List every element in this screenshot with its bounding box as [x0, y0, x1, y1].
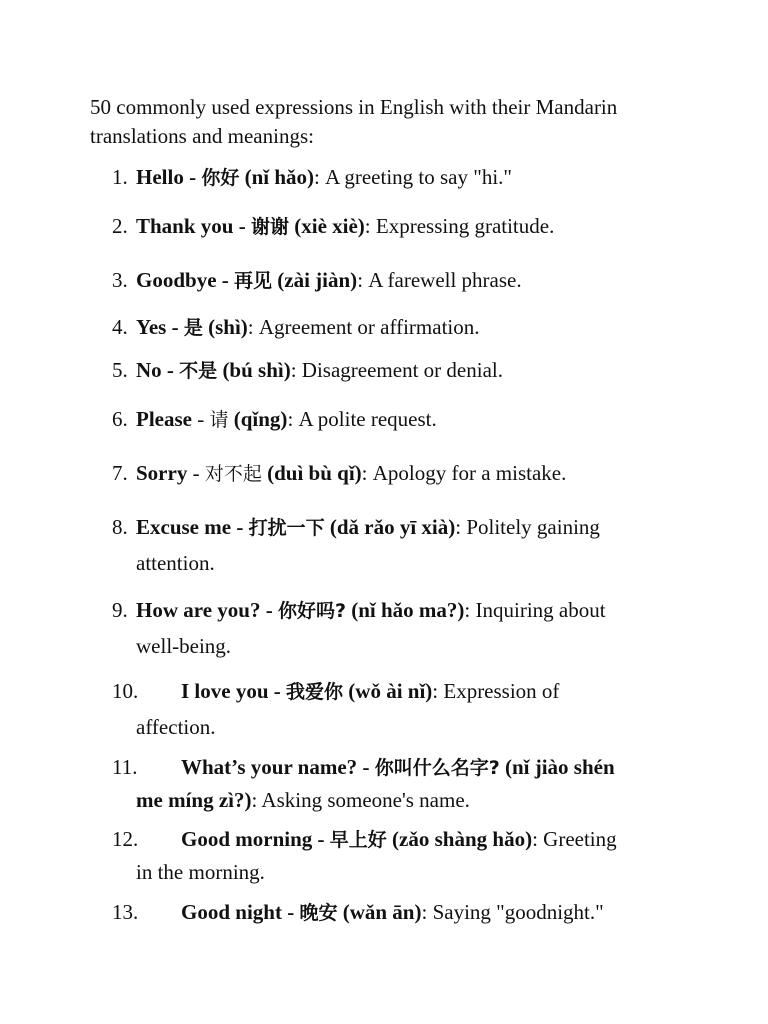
item-pinyin: (duì bù qǐ) — [261, 461, 362, 485]
item-meaning-continued: in the morning. — [136, 860, 265, 884]
list-item — [112, 456, 692, 492]
item-separator: - — [191, 407, 210, 431]
item-pinyin: (bú shì) — [217, 358, 291, 382]
item-pinyin: (dǎ rǎo yī xià) — [324, 515, 456, 539]
item-meaning: : Inquiring about — [464, 598, 606, 622]
item-pinyin: (zǎo shàng hǎo) — [386, 827, 533, 851]
item-number: 8. — [112, 515, 128, 539]
item-pinyin: (nǐ hǎo ma?) — [345, 598, 465, 622]
item-separator: - — [268, 679, 287, 703]
list-item — [112, 209, 692, 245]
item-pinyin-continued: me míng zì?) — [136, 788, 252, 812]
item-separator: - — [187, 461, 205, 485]
item-pinyin: (nǐ hǎo) — [239, 165, 315, 189]
item-chinese: 你好吗? — [277, 600, 346, 622]
item-pinyin: (wǒ ài nǐ) — [343, 679, 433, 703]
item-chinese: 是 — [183, 317, 203, 339]
item-meaning: : Apology for a mistake. — [361, 461, 567, 485]
intro-line-2: translations and meanings: — [90, 124, 314, 148]
item-number: 12. — [112, 827, 139, 851]
item-pinyin: (wǎn ān) — [337, 900, 422, 924]
item-chinese: 请 — [209, 409, 229, 431]
item-english: What’s your name? — [181, 755, 358, 779]
item-separator: - — [161, 358, 180, 382]
intro-paragraph — [90, 93, 710, 151]
item-english: Please — [136, 407, 192, 431]
list-item — [112, 674, 692, 745]
item-number: 3. — [112, 268, 128, 292]
item-chinese: 你叫什么名字? — [374, 757, 500, 779]
item-separator: - — [312, 827, 330, 851]
item-meaning-continued: affection. — [136, 715, 216, 739]
item-separator: - — [281, 900, 300, 924]
list-item — [112, 751, 692, 816]
list-item — [112, 310, 692, 346]
item-chinese: 晚安 — [299, 902, 338, 924]
item-meaning: : A polite request. — [287, 407, 437, 431]
item-separator: - — [216, 268, 235, 292]
item-meaning: : Saying "goodnight." — [421, 900, 604, 924]
item-number: 11. — [112, 755, 138, 779]
item-number: 1. — [112, 165, 128, 189]
item-number: 2. — [112, 214, 128, 238]
intro-line-1: 50 commonly used expressions in English with their Mandarin — [90, 95, 618, 119]
item-separator: - — [233, 214, 251, 238]
item-pinyin: (xiè xiè) — [289, 214, 365, 238]
item-chinese: 早上好 — [329, 829, 387, 851]
item-english: Yes — [136, 315, 167, 339]
item-meaning: : Agreement or affirmation. — [247, 315, 480, 339]
item-english: Good morning — [181, 827, 313, 851]
item-pinyin: (nǐ jiào shén — [499, 755, 615, 779]
item-english: Good night — [181, 900, 282, 924]
item-english: Excuse me — [136, 515, 232, 539]
item-chinese: 再见 — [234, 270, 273, 292]
item-meaning: : Politely gaining — [455, 515, 600, 539]
item-english: Goodbye — [136, 268, 217, 292]
item-number: 13. — [112, 900, 139, 924]
list-item — [112, 823, 692, 888]
item-meaning: : Disagreement or denial. — [290, 358, 503, 382]
list-item — [112, 510, 692, 581]
item-number: 7. — [112, 461, 128, 485]
item-chinese: 我爱你 — [286, 681, 344, 703]
item-number: 10. — [112, 679, 139, 703]
item-meaning: : A farewell phrase. — [357, 268, 522, 292]
item-english: I love you — [181, 679, 269, 703]
item-meaning: : Greeting — [532, 827, 617, 851]
item-number: 5. — [112, 358, 128, 382]
item-english: Thank you — [136, 214, 234, 238]
list-item — [112, 895, 692, 931]
list-item — [112, 353, 692, 389]
item-english: How are you? — [136, 598, 261, 622]
list-item — [112, 263, 692, 299]
item-meaning-continued: attention. — [136, 551, 215, 575]
list-item — [112, 402, 692, 438]
list-item — [112, 593, 692, 664]
item-chinese: 打扰一下 — [248, 517, 325, 539]
item-english: Hello — [136, 165, 184, 189]
item-chinese: 不是 — [179, 360, 218, 382]
item-number: 4. — [112, 315, 128, 339]
item-meaning: : Expression of — [432, 679, 560, 703]
item-pinyin: (zài jiàn) — [272, 268, 358, 292]
item-number: 6. — [112, 407, 128, 431]
item-number: 9. — [112, 598, 128, 622]
list-item — [112, 160, 692, 196]
item-meaning: : A greeting to say "hi." — [314, 165, 512, 189]
item-separator: - — [357, 755, 375, 779]
item-separator: - — [183, 165, 202, 189]
item-english: No — [136, 358, 162, 382]
item-chinese: 你好 — [201, 167, 240, 189]
item-meaning: : Expressing gratitude. — [364, 214, 555, 238]
item-pinyin: (qǐng) — [228, 407, 288, 431]
item-separator: - — [231, 515, 249, 539]
item-separator: - — [166, 315, 184, 339]
item-meaning-continued: well-being. — [136, 634, 232, 658]
item-english: Sorry — [136, 461, 188, 485]
item-meaning: : Asking someone's name. — [251, 788, 470, 812]
item-chinese: 谢谢 — [250, 216, 289, 238]
item-pinyin: (shì) — [202, 315, 248, 339]
item-chinese: 对不起 — [204, 463, 262, 485]
item-separator: - — [260, 598, 278, 622]
